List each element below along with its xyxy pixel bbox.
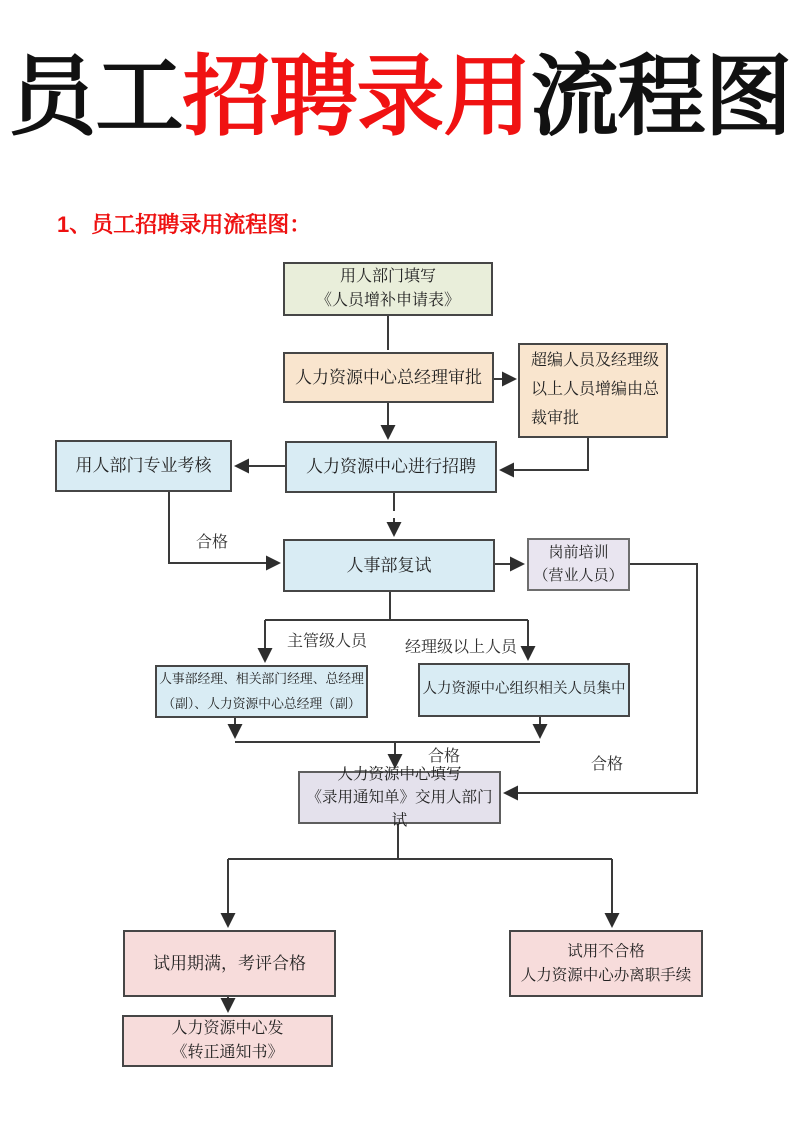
node-hr-reinterview <box>283 539 495 592</box>
node-text-line: 人力资源中心填写 <box>337 765 462 783</box>
node-manager-interview <box>418 663 630 717</box>
node-text-line: （副）、人力资源中心总经理（副） <box>162 695 361 711</box>
node-text-line: 试用期满，考评合格 <box>153 953 306 973</box>
node-text-line: 人力资源中心办离职手续 <box>520 966 692 984</box>
section-heading: 1、员工招聘录用流程图： <box>57 212 312 237</box>
node-text-line: 《人员增补申请表》 <box>315 292 460 309</box>
node-text-line: 以上人员增编由总 <box>531 381 660 399</box>
node-text-line: 试用不合格 <box>567 943 645 961</box>
node-text-line: 人力资源中心总经理审批 <box>295 367 482 387</box>
node-text-line: 人力资源中心发 <box>171 1020 284 1037</box>
node-offer-notice <box>298 765 501 830</box>
node-text-line: 裁审批 <box>531 409 580 427</box>
node-hr-recruiting <box>285 441 497 493</box>
node-text-line: 《转正通知书》 <box>171 1044 284 1061</box>
node-supervisor-interview <box>155 665 368 718</box>
edge-assessment-to-reinterview <box>169 492 278 563</box>
node-text-line: 岗前培训 <box>548 544 609 561</box>
node-text-line: 超编人员及经理级 <box>531 352 660 370</box>
node-request-form <box>283 262 493 316</box>
page-title-part1: 员工 <box>8 47 183 146</box>
page-title-part3: 流程图 <box>530 47 792 146</box>
node-text-line: 人力资源中心进行招聘 <box>306 457 476 477</box>
node-president-approval <box>518 343 668 438</box>
node-probation-pass <box>123 930 336 997</box>
node-hr-gm-approval <box>283 352 494 403</box>
edge-label-qualified-right: 合格 <box>591 756 624 773</box>
node-text-line: 人力资源中心组织相关人员集中 <box>422 681 626 698</box>
node-text-line: 用人部门专业考核 <box>75 456 212 476</box>
node-text-line: 用人部门填写 <box>339 268 436 285</box>
edge-label-qualified-left: 合格 <box>196 534 229 551</box>
edge-president-to-recruiting <box>502 438 588 470</box>
node-text-line: （营业人员） <box>533 566 624 584</box>
page-title-part2: 招聘录用 <box>182 47 531 146</box>
node-regularization <box>122 1015 333 1067</box>
node-pre-job-training <box>527 538 630 591</box>
edge-label-supervisor-level: 主管级人员 <box>287 633 368 650</box>
node-text-line: 《录用通知单》交用人部门试 <box>306 788 493 830</box>
node-text-line: 人事部经理、相关部门经理、总经理 <box>159 671 364 687</box>
edge-label-manager-level: 经理级以上人员 <box>405 639 518 656</box>
node-dept-assessment <box>55 440 232 492</box>
node-text-line: 人事部复试 <box>346 555 432 575</box>
edge-label-qualified-center: 合格 <box>428 748 461 765</box>
node-probation-fail <box>509 930 703 997</box>
